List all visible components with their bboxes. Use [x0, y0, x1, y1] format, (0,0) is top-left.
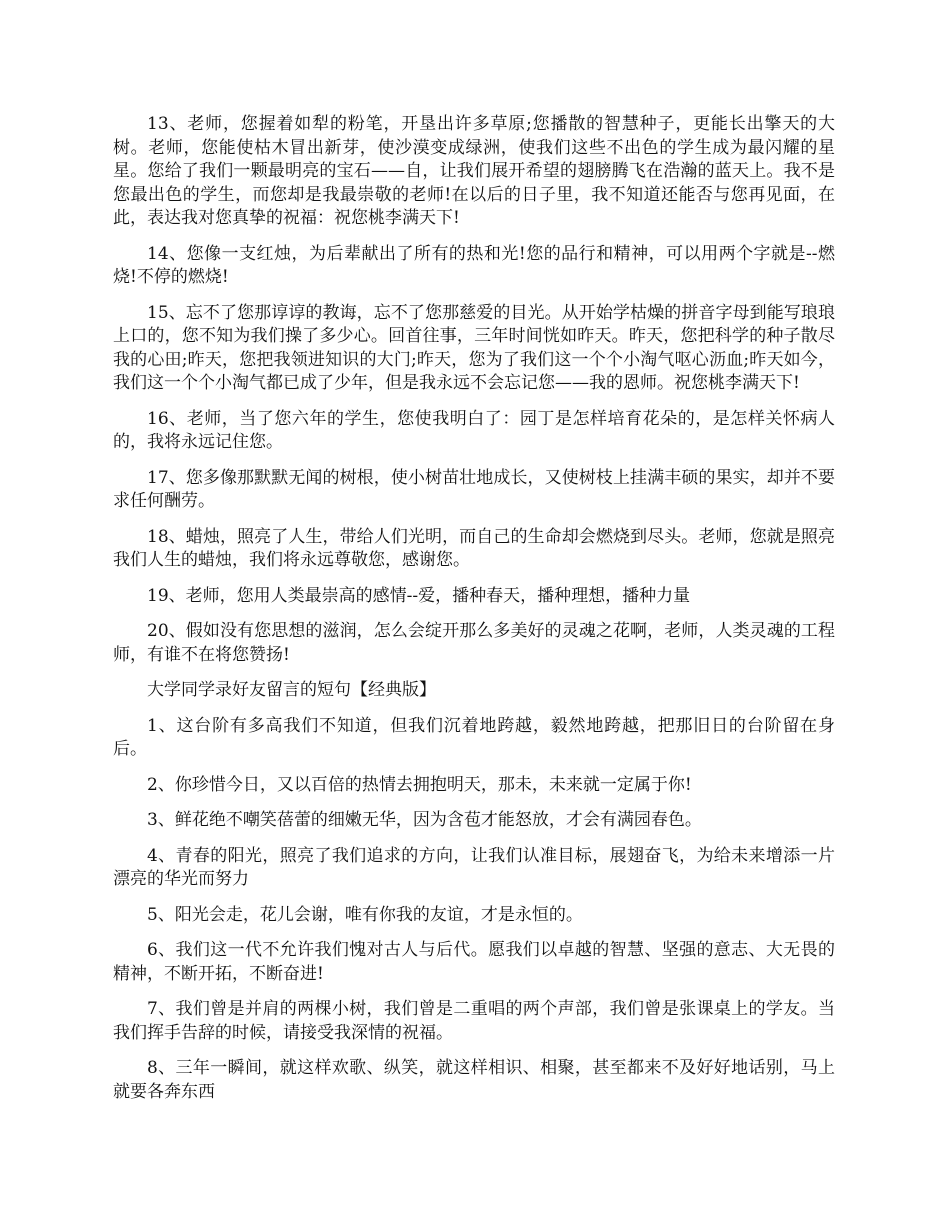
paragraph-13: 13、老师，您握着如犁的粉笔，开垦出许多草原;您播散的智慧种子，更能长出擎天的大树。老师，您能使枯木冒出新芽，使沙漠变成绿洲，使我们这些不出色的学生成为最闪耀的星星。您给了我们一颗最明亮的宝石——自，让我们展开希望的翅膀腾飞在浩瀚的蓝天上。我不是您最出色的学生，而您却是我最崇敬的老师!在以后的日子里，我不知道还能否与您再见面，在此，表达我对您真挚的祝福：祝您桃李满天下! [113, 114, 835, 228]
paragraph-7: 7、我们曾是并肩的两棵小树，我们曾是二重唱的两个声部，我们曾是张课桌上的学友。当我们挥手告辞的时候，请接受我深情的祝福。 [113, 999, 835, 1043]
paragraph-5: 5、阳光会走，花儿会谢，唯有你我的友谊，才是永恒的。 [147, 904, 583, 925]
document-body [113, 113, 835, 1116]
paragraph-18: 18、蜡烛，照亮了人生，带给人们光明，而自己的生命却会燃烧到尽头。老师，您就是照亮我们人生的蜡烛，我们将永远尊敬您，感谢您。 [113, 526, 835, 570]
paragraph-3: 3、鲜花绝不嘲笑蓓蕾的细嫩无华，因为含苞才能怒放，才会有满园春色。 [147, 810, 702, 830]
paragraph-4: 4、青春的阳光，照亮了我们追求的方向，让我们认准目标，展翅奋飞，为给未来增添一片漂亮的华光而努力 [113, 845, 835, 889]
paragraph-17: 17、您多像那默默无闻的树根，使小树苗壮地成长，又使树枝上挂满丰硕的果实，却并不要求任何酬劳。 [113, 467, 835, 511]
paragraph-2: 2、你珍惜今日，又以百倍的热情去拥抱明天，那未，未来就一定属于你! [147, 774, 692, 795]
paragraph-1: 1、这台阶有多高我们不知道，但我们沉着地跨越，毅然地跨越，把那旧日的台阶留在身后。 [113, 715, 835, 759]
paragraph-8: 8、三年一瞬间，就这样欢歌、纵笑，就这样相识、相聚，甚至都来不及好好地话别，马上就要各奔东西 [113, 1058, 835, 1102]
paragraph-15: 15、忘不了您那谆谆的教诲，忘不了您那慈爱的目光。从开始学枯燥的拼音字母到能写琅琅上口的，您不知为我们操了多少心。回首往事，三年时间恍如昨天。昨天，您把科学的种子散尽我的心田;昨天，您把我领进知识的大门;昨天，您为了我们这一个个小淘气呕心沥血;昨天如今，我们这一个个小淘气都已成了少年，但是我永远不会忘记您——我的恩师。祝您桃李满天下! [113, 302, 835, 393]
section-heading: 大学同学录好友留言的短句【经典版】 [147, 680, 436, 700]
paragraph-16: 16、老师，当了您六年的学生，您使我明白了：园丁是怎样培育花朵的，是怎样关怀病人的，我将永远记住您。 [113, 408, 835, 452]
paragraph-20: 20、假如没有您思想的滋润，怎么会绽开那么多美好的灵魂之花啊，老师，人类灵魂的工程师，有谁不在将您赞扬! [113, 621, 835, 665]
paragraph-19: 19、老师，您用人类最崇高的感情--爱，播种春天，播种理想，播种力量 [147, 585, 691, 606]
paragraph-6: 6、我们这一代不允许我们愧对古人与后代。愿我们以卓越的智慧、坚强的意志、大无畏的精神，不断开拓，不断奋进! [113, 940, 835, 984]
paragraph-14: 14、您像一支红烛，为后辈献出了所有的热和光!您的品行和精神，可以用两个字就是--燃烧!不停的燃烧! [113, 243, 835, 287]
